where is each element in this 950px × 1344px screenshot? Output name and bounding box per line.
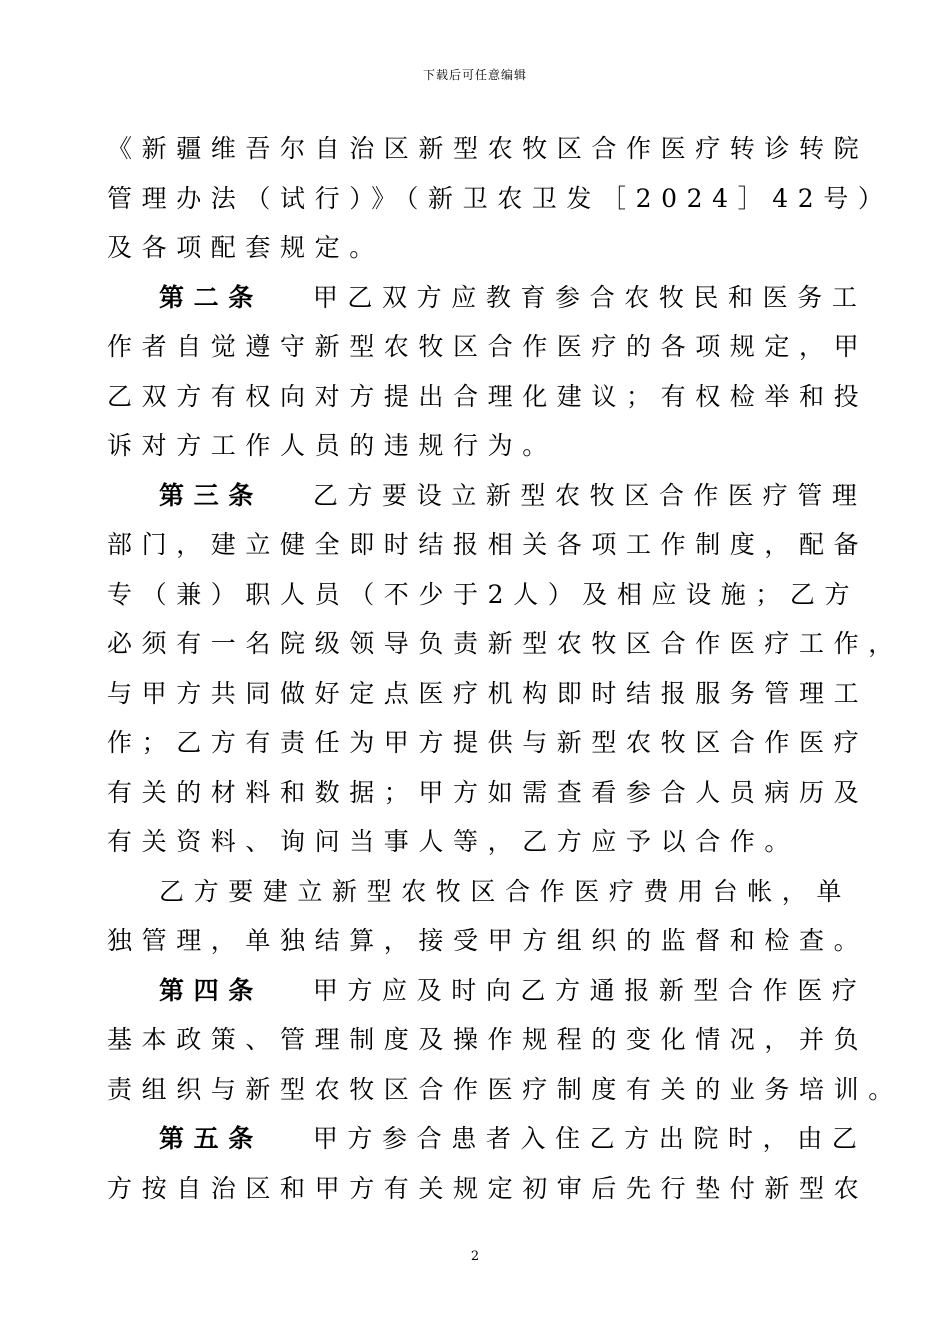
article-5-first-line	[107, 1114, 867, 1164]
article-4-heading: 第四条	[159, 975, 263, 1005]
article-2-line: 乙双方有权向对方提出合理化建议；有权检举和投	[107, 381, 869, 411]
article-3-para2-line: 独管理，单独结算，接受甲方组织的监督和检查。	[107, 926, 869, 955]
article-3-line: 专（兼）职人员（不少于2人）及相应设施；乙方	[107, 579, 860, 609]
article-3-line: 与甲方共同做好定点医疗机构即时结报服务管理工	[107, 678, 869, 708]
article-3-heading: 第三条	[159, 480, 263, 510]
article-3-line: 必须有一名院级领导负责新型农牧区合作医疗工作，	[107, 629, 903, 658]
article-4-line: 责组织与新型农牧区合作医疗制度有关的业务培训。	[107, 1074, 903, 1104]
body-line: 及各项配套规定。	[107, 233, 384, 262]
article-5-text: 甲方参合患者入住乙方出院时，由乙	[312, 1124, 867, 1153]
page-header: 下载后可任意编辑	[422, 68, 527, 82]
article-3-line: 有关的材料和数据；甲方如需查看参合人员病历及	[107, 777, 869, 807]
article-3-first-line	[107, 471, 867, 521]
article-4-line: 基本政策、管理制度及操作规程的变化情况，并负	[107, 1025, 869, 1054]
article-5-heading: 第五条	[159, 1124, 263, 1153]
article-3-text: 乙方要设立新型农牧区合作医疗管理	[312, 480, 867, 510]
page-number: 2	[470, 1249, 480, 1264]
body-line: 管理办法（试行）》（新卫农卫发［2024］42号）	[107, 183, 893, 213]
document-body	[107, 124, 903, 1213]
article-3-line: 作；乙方有责任为甲方提供与新型农牧区合作医疗	[107, 728, 869, 757]
article-2-first-line	[107, 273, 867, 323]
body-line: 《新疆维吾尔自治区新型农牧区合作医疗转诊转院	[107, 134, 869, 163]
article-3-line: 部门，建立健全即时结报相关各项工作制度，配备	[107, 530, 869, 559]
article-2-heading: 第二条	[159, 282, 263, 312]
article-2-line: 诉对方工作人员的违规行为。	[107, 431, 557, 460]
article-3-para2-first-line: 乙方要建立新型农牧区合作医疗费用台帐，单	[159, 876, 852, 906]
article-4-first-line	[107, 966, 867, 1016]
article-2-line: 作者自觉遵守新型农牧区合作医疗的各项规定，甲	[107, 332, 869, 361]
article-5-line: 方按自治区和甲方有关规定初审后先行垫付新型农	[107, 1173, 869, 1203]
article-4-text: 甲方应及时向乙方通报新型合作医疗	[312, 975, 867, 1005]
article-2-text: 甲乙双方应教育参合农牧民和医务工	[312, 282, 867, 312]
article-3-line: 有关资料、询问当事人等，乙方应予以合作。	[107, 827, 800, 856]
